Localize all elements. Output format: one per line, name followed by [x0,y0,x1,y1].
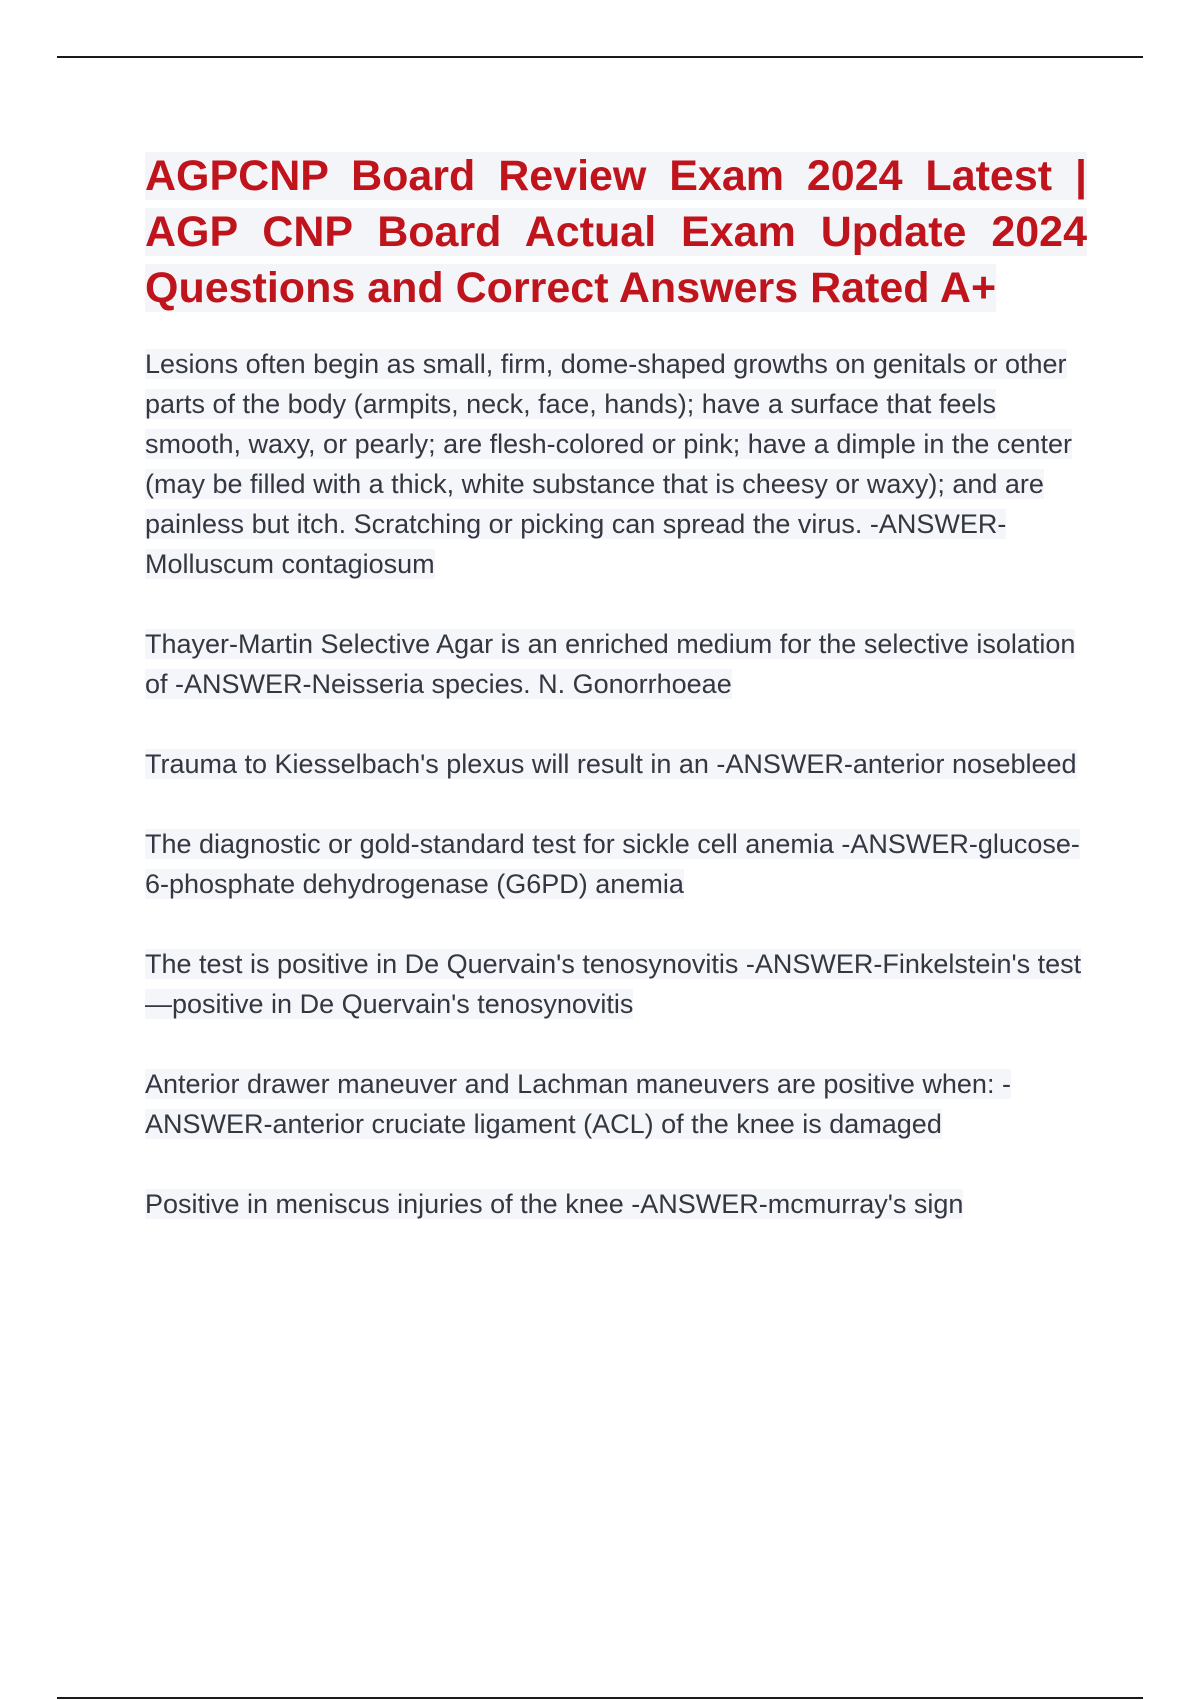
document-title-text: AGPCNP Board Review Exam 2024 Latest | AGP CNP Board Actual Exam Update 2024 Questions and Correct Answers Rated A+ [145,152,1087,312]
top-rule [57,56,1143,58]
qa-item-text: Thayer-Martin Selective Agar is an enriched medium for the selective isolation of -ANSWER-Neisseria species. N. Gonorrhoeae [145,629,1076,699]
qa-item-7 [145,1184,1087,1224]
qa-item-3 [145,744,1087,784]
qa-item-2 [145,624,1087,704]
qa-item-text: Anterior drawer maneuver and Lachman maneuvers are positive when: -ANSWER-anterior cruciate ligament (ACL) of the knee is damaged [145,1069,1011,1139]
qa-item-text: The diagnostic or gold-standard test for sickle cell anemia -ANSWER-glucose- 6-phosphate dehydrogenase (G6PD) anemia [145,829,1080,899]
qa-item-5 [145,944,1087,1024]
qa-item-1 [145,344,1087,584]
document-title [145,148,1087,316]
document-body [145,148,1087,1264]
qa-item-text: Positive in meniscus injuries of the knee -ANSWER-mcmurray's sign [145,1189,964,1219]
qa-item-6 [145,1064,1087,1144]
qa-item-4 [145,824,1087,904]
qa-item-text: Lesions often begin as small, firm, dome-shaped growths on genitals or other parts of the body (armpits, neck, face, hands); have a surface that feels smooth, waxy, or pearly; are flesh-colored or pink; have a dimple in the center (may be filled with a thick, white substance that is cheesy or waxy); and are painless but itch. Scratching or picking can spread the virus. -ANSWER-Molluscum contagiosum [145,349,1072,579]
qa-item-text: Trauma to Kiesselbach's plexus will result in an -ANSWER-anterior nosebleed [145,749,1077,779]
qa-item-text: The test is positive in De Quervain's tenosynovitis -ANSWER-Finkelstein's test—positive in De Quervain's tenosynovitis [145,949,1082,1019]
bottom-rule [57,1697,1143,1699]
